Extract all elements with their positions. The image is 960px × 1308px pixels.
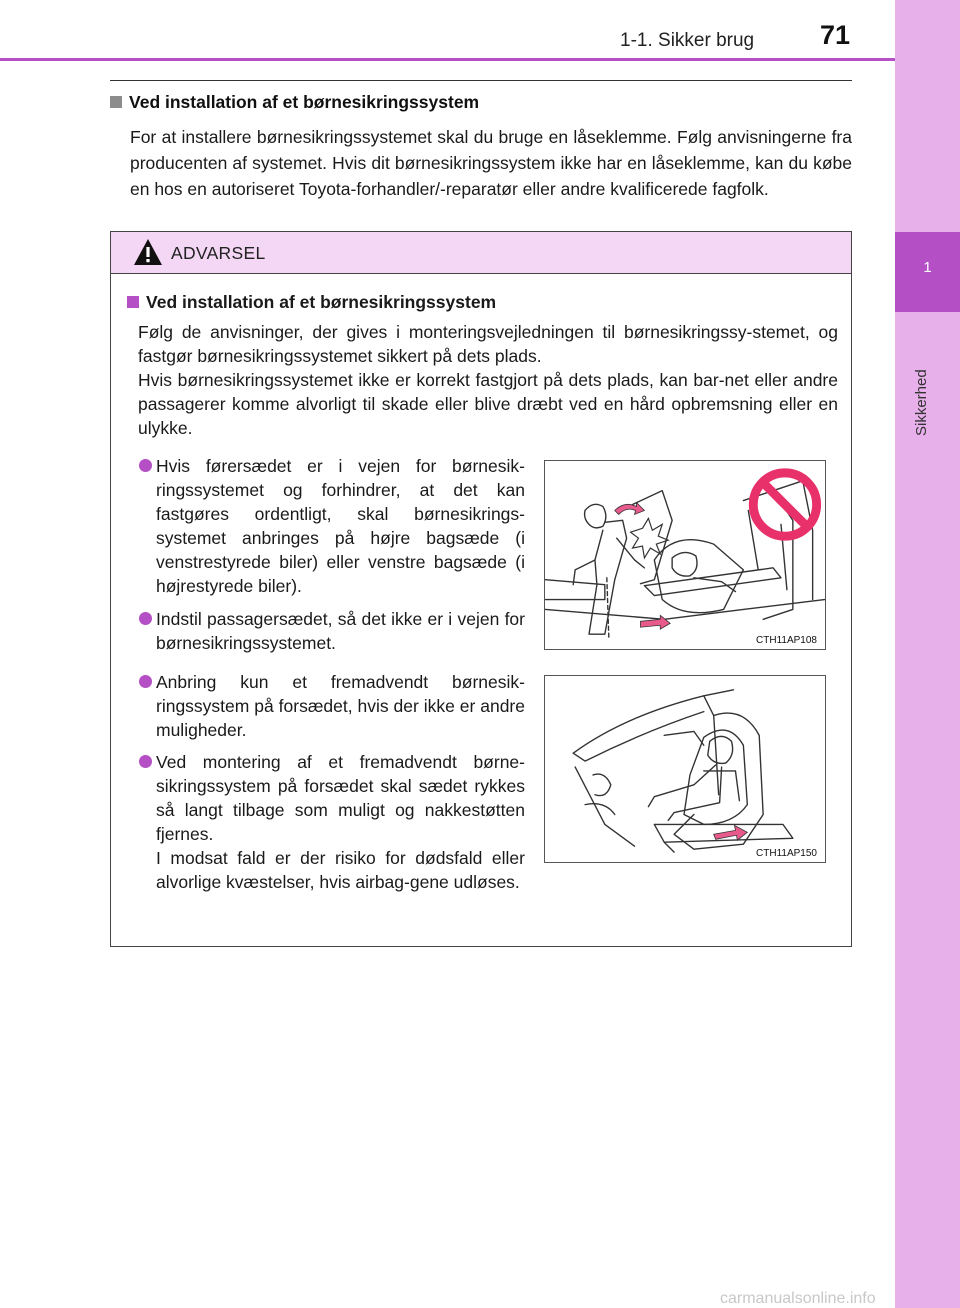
section-title: 1-1. Sikker brug — [620, 30, 755, 51]
bullet-dot-icon — [139, 459, 152, 472]
bullet-dot-icon — [139, 675, 152, 688]
figure-code: CTH11AP150 — [756, 848, 817, 859]
page-number: 71 — [820, 20, 851, 50]
chapter-side-tab — [895, 0, 960, 1308]
bullet-item: Anbring kun et fremadvendt børnesik-ringssystem på forsædet, hvis der ikke er andre muligheder. — [139, 670, 525, 742]
rear-facing-child-seat-illustration — [545, 461, 825, 649]
figure-rear-facing-seat — [544, 460, 826, 650]
warning-triangle-icon — [133, 238, 163, 266]
header-divider — [0, 58, 895, 61]
warning-paragraph-2: Hvis børnesikringssystemet ikke er korrekt fastgjort på dets plads, kan bar-net eller andre passagerer komme alvorligt til skade eller blive dræbt ved en hård opbremsning eller en ulykke. — [138, 370, 838, 438]
bullet-dot-icon — [139, 612, 152, 625]
bullet-dot-icon — [139, 755, 152, 768]
figure-forward-facing-seat — [544, 675, 826, 863]
forward-facing-child-seat-illustration — [545, 676, 825, 862]
bullet-item: Hvis førersædet er i vejen for børnesik-ringssystemet og forhindrer, at det kan fastgøres ordentligt, skal børnesikrings-systemet anbringes på højre bagsæde (i venstrestyrede biler) eller venstre bagsæde (i højrestyrede biler). — [139, 454, 525, 598]
chapter-name: Sikkerhed — [913, 369, 930, 436]
purple-square-icon — [127, 296, 139, 308]
warning-box — [110, 231, 852, 947]
figure-code: CTH11AP108 — [756, 635, 817, 646]
bullet-item: Ved montering af et fremadvendt børne-sikringssystem på forsædet skal sædet rykkes så langt tilbage som muligt og nakkestøtten fjernes. I modsat fald er der risiko for dødsfald eller alvorlige kvæstelser, hvis airbag-gene udløses. — [139, 750, 525, 894]
warning-header — [111, 232, 851, 274]
intro-body: For at installere børnesikringssystemet skal du bruge en låseklemme. Følg anvisningerne fra producenten af systemet. Hvis dit børnesikringssystem ikke har en låseklemme, kan du købe en hos en autoriseret Toyota-forhandler/-reparatør eller andre kvalificerede fagfolk. — [130, 127, 852, 199]
bullet-item: Indstil passagersædet, så det ikke er i vejen for børnesikringssystemet. — [139, 607, 525, 655]
warning-subheading: Ved installation af et børnesikringssystem — [127, 292, 496, 313]
section-rule — [110, 80, 852, 81]
intro-heading: Ved installation af et børnesikringssystem — [110, 92, 479, 113]
warning-label: ADVARSEL — [171, 243, 266, 263]
warning-paragraph-1: Følg de anvisninger, der gives i monteringsvejledningen til børnesikringssy-stemet, og fastgør børnesikringssystemet sikkert på dets plads. — [138, 322, 838, 366]
chapter-number: 1 — [895, 232, 960, 312]
watermark: carmanualsonline.info — [720, 1290, 876, 1307]
grey-square-icon — [110, 96, 122, 108]
